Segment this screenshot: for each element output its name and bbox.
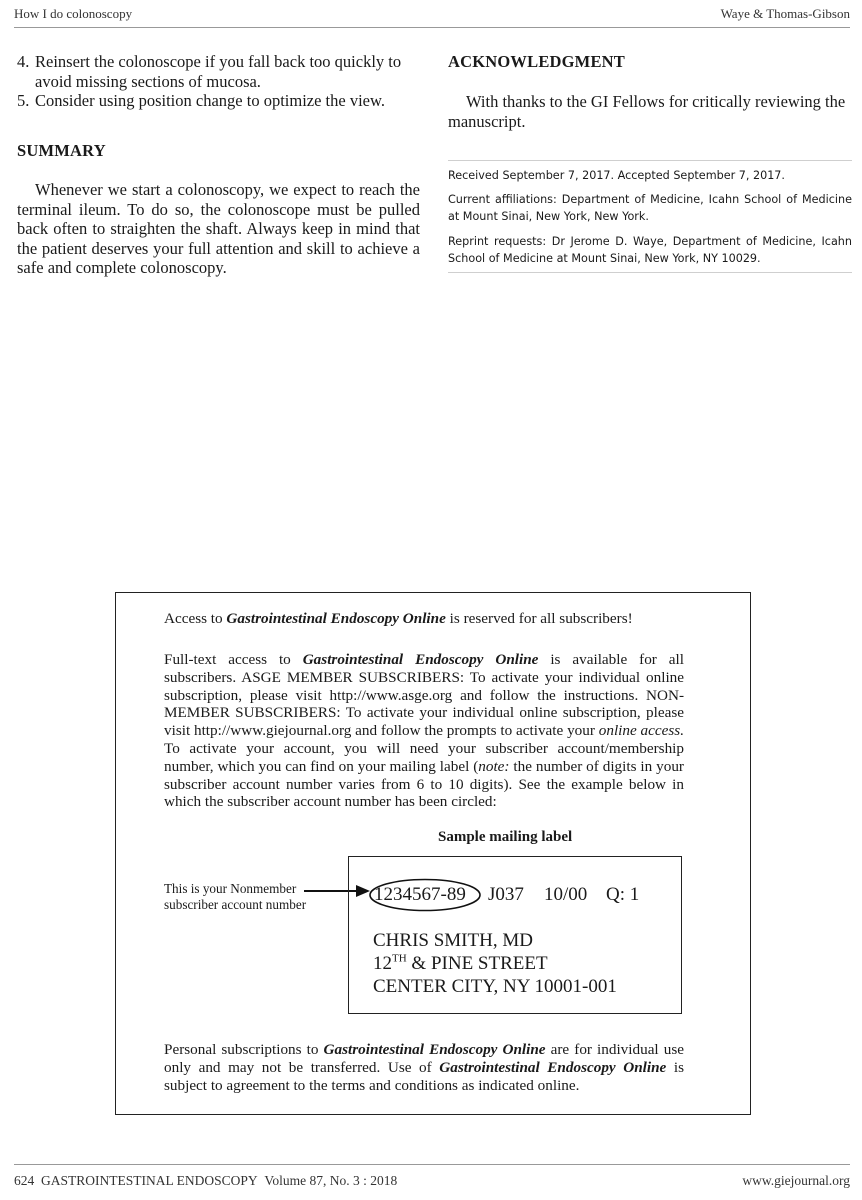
received-line: Received September 7, 2017. Accepted September 7, 2017. (448, 169, 785, 182)
list-item-number: 5. (17, 91, 30, 110)
acknowledgment-heading: ACKNOWLEDGMENT (448, 52, 625, 71)
journal-title: GASTROINTESTINAL ENDOSCOPY (41, 1173, 258, 1188)
notice-paragraph-3: Personal subscriptions to Gastrointestinal Endoscopy Online are for individual use only and may not be transferred. Use of Gastrointestinal Endoscopy Online is subject to agreement to the terms and conditions as indicated online. (164, 1041, 684, 1094)
running-header-title: How I do colonoscopy (14, 6, 133, 21)
pointer-caption: This is your Nonmember subscriber account number (164, 881, 307, 912)
affiliations: Current affiliations: Department of Medicine, Icahn School of Medicine at Mount Sinai, New York, New York. (448, 193, 852, 223)
journal-url[interactable]: www.giejournal.org (742, 1173, 850, 1188)
label-street: 12TH & PINE STREET (373, 952, 548, 974)
acknowledgment-text: With thanks to the GI Fellows for critically reviewing the manuscript. (448, 92, 846, 131)
volume-info: Volume 87, No. 3 : 2018 (264, 1173, 398, 1188)
page-number: 624 (14, 1173, 35, 1188)
label-name: CHRIS SMITH, MD (373, 930, 533, 951)
account-number: 1234567-89 (374, 884, 466, 905)
header-rule (14, 27, 850, 28)
label-code: J037 (488, 884, 524, 905)
notice-paragraph-1: Access to Gastrointestinal Endoscopy Online is reserved for all subscribers! (164, 610, 633, 627)
label-date: 10/00 (544, 884, 588, 905)
footer-rule (14, 1164, 850, 1165)
journal-name: Gastrointestinal Endoscopy Online (226, 610, 446, 627)
journal-name: Gastrointestinal Endoscopy Online (323, 1041, 546, 1058)
journal-name: Gastrointestinal Endoscopy Online (439, 1058, 667, 1076)
list-item (17, 91, 420, 111)
label-city: CENTER CITY, NY 10001-001 (373, 976, 617, 997)
reprint-requests: Reprint requests: Dr Jerome D. Waye, Department of Medicine, Icahn School of Medicine at Mount Sinai, New York, NY 10029. (448, 235, 852, 265)
notice-paragraph-2: Full-text access to Gastrointestinal Endoscopy Online is available for all subscribers. ASGE MEMBER SUBSCRIBERS: To activate your individual online subscription, please visit http://www.asge.org and follow the instructions. NON-MEMBER SUBSCRIBERS: To activate your individual online subscription, please visit http://www.giejournal.org and follow the prompts to activate your online access. To activate your account, you will need your subscriber account/membership number, which you can find on your mailing label (note: the number of digits in your subscriber account number varies from 6 to 10 digits). See the example below in which the subscriber account number has been circled: (164, 651, 684, 811)
running-header-authors: Waye & Thomas-Gibson (720, 6, 850, 21)
sample-label-title: Sample mailing label (438, 829, 573, 845)
journal-name: Gastrointestinal Endoscopy Online (302, 651, 539, 668)
summary-paragraph: Whenever we start a colonoscopy, we expect to reach the terminal ileum. To do so, the colonoscope must be pulled back often to straighten the shaft. Always keep in mind that the patient deserves your full attention and skill to achieve a safe and complete colonoscopy. (17, 180, 420, 277)
metadata-bottom-rule (448, 272, 852, 273)
list-item (17, 52, 420, 91)
metadata-top-rule (448, 160, 852, 161)
summary-heading: SUMMARY (17, 141, 106, 160)
list-item-number: 4. (17, 52, 30, 71)
numbered-list (17, 52, 420, 111)
footer-citation (14, 1173, 397, 1189)
list-item-text: Consider using position change to optimize the view. (35, 91, 385, 110)
list-item-text: Reinsert the colonoscope if you fall back too quickly to avoid missing sections of mucosa. (35, 52, 402, 91)
label-q: Q: 1 (606, 884, 640, 905)
